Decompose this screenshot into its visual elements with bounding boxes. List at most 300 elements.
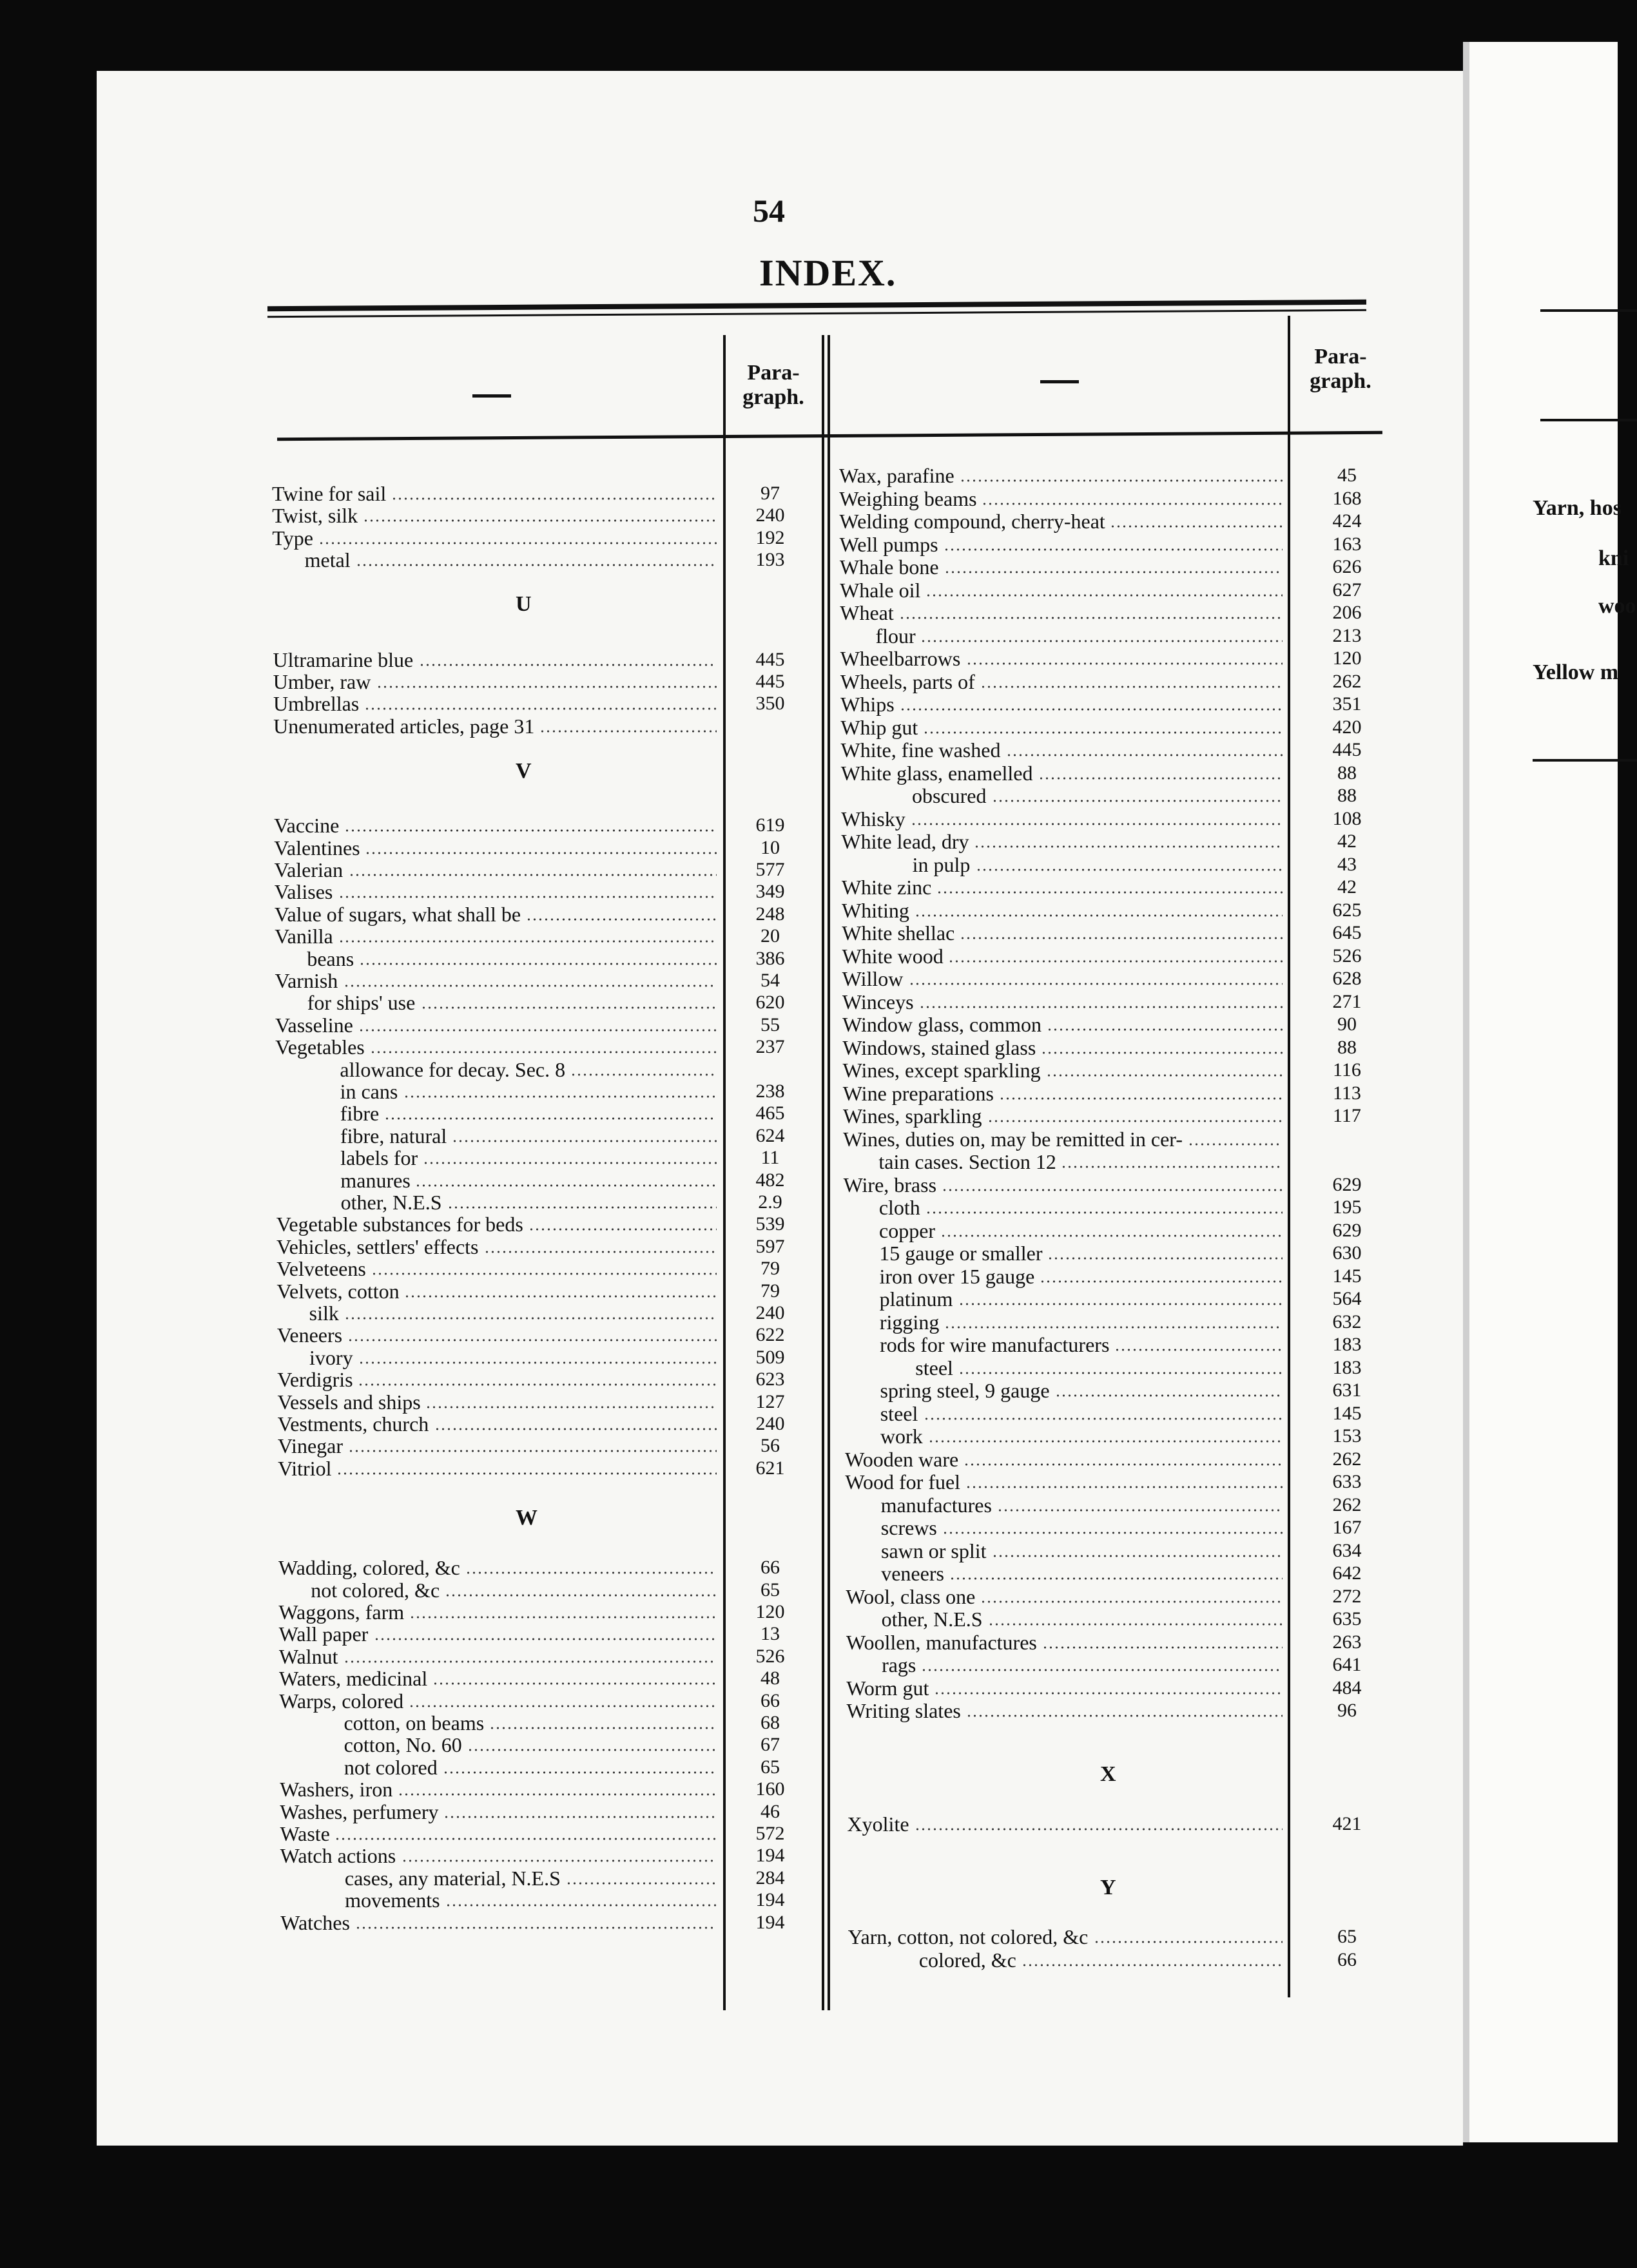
paragraph-number: 350 — [755, 693, 785, 715]
leader-dots — [358, 1361, 717, 1364]
entry-label: fibre, natural — [340, 1124, 447, 1148]
index-entry — [840, 738, 1362, 762]
paragraph-number: 619 — [755, 814, 785, 836]
left-header-dash — [472, 394, 511, 398]
leader-dots — [443, 1816, 717, 1818]
entry-label: Varnish — [275, 969, 338, 992]
index-entry — [276, 1168, 785, 1192]
entry-label: iron over 15 gauge — [879, 1264, 1035, 1288]
index-entry — [842, 1081, 1361, 1105]
entry-label: Yarn, cotton, not colored, &c — [848, 1925, 1089, 1948]
index-entry — [280, 1866, 785, 1890]
paragraph-number: 629 — [1332, 1173, 1362, 1195]
entry-label: White lead, dry — [841, 830, 969, 853]
index-entry — [846, 1699, 1357, 1722]
paragraph-number: 386 — [755, 947, 785, 969]
index-entry — [275, 925, 780, 948]
index-entry — [277, 1390, 785, 1414]
leader-dots — [365, 852, 717, 854]
leader-dots — [921, 1669, 1283, 1671]
index-entry — [842, 1013, 1357, 1036]
leader-dots — [1022, 1964, 1283, 1966]
leader-dots — [1188, 1143, 1283, 1146]
entry-label: Wooden ware — [845, 1447, 959, 1471]
leader-dots — [899, 617, 1283, 619]
index-entry — [841, 830, 1357, 853]
index-entry — [844, 1356, 1362, 1379]
paragraph-number: 572 — [755, 1823, 785, 1844]
paragraph-number: 213 — [1332, 624, 1362, 646]
paragraph-number: 153 — [1332, 1425, 1362, 1446]
index-entry — [276, 1191, 782, 1214]
leader-dots — [942, 1189, 1283, 1191]
leader-dots — [526, 918, 717, 921]
leader-dots — [1038, 777, 1283, 780]
index-entry — [276, 1323, 785, 1347]
leader-dots — [409, 1616, 717, 1619]
leader-dots — [344, 1317, 717, 1320]
entry-label: Vitriol — [278, 1456, 332, 1480]
leader-dots — [445, 1904, 717, 1907]
paragraph-number: 48 — [760, 1667, 780, 1689]
entry-label: Wadding, colored, &c — [278, 1556, 460, 1580]
entry-label: 15 gauge or smaller — [879, 1242, 1043, 1265]
leader-dots — [445, 1594, 717, 1597]
paragraph-number: 634 — [1332, 1539, 1362, 1561]
entry-label: Vaccine — [274, 814, 340, 838]
paragraph-number: 625 — [1332, 899, 1362, 921]
index-entry — [275, 1058, 738, 1081]
index-entry — [278, 1456, 785, 1480]
page-title: INDEX. — [759, 252, 897, 294]
entry-label: Weighing beams — [839, 486, 977, 510]
leader-dots — [909, 983, 1283, 985]
index-entry — [844, 1310, 1362, 1334]
leader-dots — [999, 1097, 1283, 1100]
index-entry — [848, 1948, 1357, 1972]
index-entry — [840, 601, 1362, 624]
paragraph-number: 526 — [755, 1645, 785, 1667]
leader-dots — [958, 1303, 1283, 1305]
paragraph-number: 45 — [1337, 465, 1357, 486]
entry-label: not colored, &c — [311, 1578, 440, 1602]
index-entry — [273, 715, 736, 738]
entry-label: Windows, stained glass — [842, 1035, 1036, 1059]
entry-label: Umber, raw — [273, 670, 371, 693]
entry-label: for ships' use — [307, 991, 416, 1015]
index-entry — [847, 1812, 1362, 1836]
paragraph-number: 65 — [760, 1756, 780, 1778]
right-paragraph-header: Para- graph. — [1310, 345, 1371, 393]
leader-dots — [936, 891, 1283, 894]
entry-label: other, N.E.S — [881, 1608, 983, 1631]
leader-dots — [988, 1623, 1283, 1626]
paragraph-number: 42 — [1337, 876, 1357, 898]
leader-dots — [349, 874, 717, 876]
leader-dots — [348, 1450, 717, 1452]
index-entry — [842, 852, 1357, 876]
index-entry — [839, 555, 1362, 579]
entry-label: cotton, on beams — [344, 1711, 485, 1735]
entry-label: Wines, duties on, may be remitted in cer- — [843, 1127, 1183, 1151]
index-entry — [846, 1562, 1362, 1585]
index-entry — [276, 1102, 785, 1126]
entry-label: platinum — [879, 1287, 953, 1311]
leader-dots — [356, 564, 717, 566]
leader-dots — [982, 503, 1283, 505]
index-entry — [272, 504, 785, 528]
paragraph-number: 445 — [1332, 739, 1362, 760]
entry-label: White glass, enamelled — [840, 761, 1033, 785]
index-entry — [274, 814, 785, 838]
entry-label: allowance for decay. Sec. 8 — [340, 1057, 566, 1081]
index-entry — [840, 693, 1362, 716]
entry-label: in pulp — [912, 852, 971, 876]
leader-dots — [900, 708, 1283, 711]
paragraph-number: 421 — [1332, 1812, 1362, 1834]
right-page-fragment-yellow: Yellow m — [1533, 660, 1619, 684]
paragraph-number: 108 — [1332, 807, 1362, 829]
index-entry — [846, 1584, 1362, 1608]
leader-dots — [1094, 1941, 1283, 1943]
index-entry — [843, 1150, 1315, 1173]
entry-label: movements — [345, 1888, 440, 1912]
paragraph-number: 240 — [755, 1413, 785, 1434]
index-entry — [843, 1173, 1362, 1196]
leader-dots — [344, 985, 717, 987]
entry-label: Vasseline — [275, 1013, 353, 1037]
leader-dots — [976, 869, 1283, 871]
entry-label: Umbrellas — [273, 692, 360, 716]
index-entry — [280, 1778, 785, 1802]
index-entry — [842, 967, 1362, 990]
leader-dots — [934, 1692, 1283, 1695]
index-entry — [842, 898, 1362, 922]
paragraph-number: 54 — [760, 970, 780, 991]
paragraph-number: 66 — [760, 1689, 780, 1711]
paragraph-number: 633 — [1332, 1471, 1362, 1492]
paragraph-number: 43 — [1337, 853, 1357, 875]
entry-label: Value of sugars, what shall be — [274, 902, 521, 926]
paragraph-number: 10 — [760, 836, 780, 858]
entry-label: Ultramarine blue — [273, 648, 414, 671]
leader-dots — [942, 1532, 1283, 1534]
leader-dots — [966, 662, 1283, 665]
paragraph-number: 194 — [755, 1889, 785, 1911]
paragraph-number: 420 — [1332, 716, 1362, 738]
paragraph-number: 623 — [755, 1369, 785, 1390]
index-entry — [279, 1689, 780, 1713]
paragraph-number: 539 — [755, 1213, 785, 1235]
paragraph-number: 145 — [1332, 1402, 1362, 1424]
index-entry — [845, 1447, 1362, 1471]
leader-dots — [539, 730, 717, 733]
index-entry — [275, 969, 780, 992]
paragraph-number: 120 — [1332, 648, 1362, 669]
paragraph-number: 240 — [755, 505, 785, 526]
entry-label: Watches — [280, 1910, 350, 1934]
leader-dots — [364, 707, 717, 710]
entry-label: Wax, parafine — [839, 464, 954, 487]
leader-dots — [423, 1162, 717, 1164]
paragraph-number: 632 — [1332, 1311, 1362, 1332]
leader-dots — [915, 914, 1283, 917]
right-page-fragment-yarn: Yarn, hos — [1533, 496, 1622, 520]
entry-label: cotton, No. 60 — [344, 1733, 462, 1757]
entry-label: screws — [880, 1516, 937, 1539]
index-entry — [278, 1578, 780, 1602]
leader-dots — [402, 1860, 717, 1862]
entry-label: Waggons, farm — [278, 1600, 405, 1624]
leader-dots — [1042, 1646, 1283, 1649]
entry-label: Whale bone — [839, 555, 939, 579]
entry-label: Wall paper — [278, 1622, 369, 1646]
paragraph-number: 65 — [760, 1579, 780, 1600]
index-entry — [273, 548, 785, 572]
entry-label: Whiting — [842, 898, 909, 922]
section-letter-y: Y — [1100, 1876, 1116, 1900]
entry-label: not colored — [344, 1755, 438, 1779]
paragraph-number: 66 — [760, 1557, 780, 1579]
index-entry — [280, 1733, 780, 1757]
entry-label: Valises — [274, 880, 333, 904]
leader-dots — [447, 1206, 717, 1209]
index-entry — [274, 858, 785, 881]
leader-dots — [358, 1383, 717, 1386]
paragraph-number: 56 — [760, 1435, 780, 1457]
index-entry — [846, 1653, 1362, 1677]
paragraph-number: 97 — [760, 483, 780, 504]
entry-label: White shellac — [842, 921, 955, 945]
left-paragraph-header: Para- graph. — [742, 361, 804, 409]
leader-dots — [425, 1406, 717, 1408]
index-entry — [840, 761, 1357, 785]
entry-label: Valerian — [274, 858, 344, 881]
leader-dots — [919, 1006, 1283, 1008]
entry-label: Waste — [280, 1822, 330, 1845]
leader-dots — [338, 896, 717, 898]
paragraph-number: 526 — [1332, 945, 1362, 966]
entry-label: sawn or split — [881, 1539, 987, 1562]
paragraph-number: 621 — [755, 1457, 785, 1479]
leader-dots — [528, 1228, 717, 1231]
entry-label: spring steel, 9 gauge — [880, 1379, 1050, 1402]
section-letter-w: W — [516, 1505, 538, 1530]
index-entry — [277, 1368, 785, 1392]
index-entry — [844, 1218, 1362, 1242]
leader-dots — [434, 1428, 717, 1430]
leader-dots — [1047, 1028, 1283, 1031]
entry-label: Xyolite — [847, 1812, 909, 1836]
entry-label: cloth — [878, 1196, 920, 1219]
paragraph-number: 445 — [755, 671, 785, 692]
paragraph-number: 641 — [1332, 1654, 1362, 1675]
paragraph-number: 484 — [1332, 1677, 1362, 1698]
paragraph-number: 90 — [1337, 1014, 1357, 1035]
index-entry — [274, 902, 785, 926]
index-entry — [842, 1059, 1361, 1082]
leader-dots — [376, 686, 717, 688]
entry-label: steel — [880, 1401, 918, 1425]
index-entry — [842, 921, 1362, 945]
index-entry — [280, 1888, 785, 1912]
leader-dots — [318, 542, 717, 544]
entry-label: Whisky — [841, 807, 906, 831]
entry-label: Whale oil — [840, 578, 921, 602]
entry-label: Vehicles, settlers' effects — [276, 1235, 479, 1258]
entry-label: obscured — [911, 784, 987, 807]
paragraph-number: 117 — [1333, 1105, 1361, 1126]
leader-dots — [980, 1600, 1283, 1603]
paragraph-number: 626 — [1332, 556, 1362, 577]
paragraph-number: 65 — [1337, 1926, 1357, 1947]
entry-label: rigging — [879, 1310, 940, 1334]
leader-dots — [355, 1927, 717, 1929]
leader-dots — [1061, 1166, 1283, 1168]
entry-label: Waters, medicinal — [279, 1667, 428, 1691]
right-page-fragment-woo: woo — [1598, 594, 1636, 618]
index-entry — [845, 1470, 1362, 1494]
leader-dots — [966, 1715, 1283, 1717]
paragraph-number: 624 — [755, 1124, 785, 1146]
leader-dots — [432, 1682, 717, 1685]
paragraph-number: 113 — [1333, 1082, 1361, 1104]
entry-label: Worm gut — [846, 1676, 929, 1700]
paragraph-number: 20 — [760, 925, 780, 947]
index-entry — [277, 1434, 780, 1458]
entry-label: Willow — [842, 967, 904, 990]
paragraph-number: 622 — [755, 1324, 785, 1346]
index-entry — [275, 991, 785, 1015]
leader-dots — [992, 1555, 1283, 1557]
index-entry — [272, 526, 785, 550]
paragraph-number: 248 — [755, 903, 785, 925]
entry-label: Welding compound, cherry-heat — [839, 510, 1105, 533]
paragraph-number: 628 — [1332, 968, 1362, 989]
entry-label: metal — [304, 548, 351, 572]
paragraph-number: 284 — [755, 1867, 785, 1888]
entry-label: Winceys — [842, 990, 914, 1014]
paragraph-number: 635 — [1332, 1608, 1362, 1629]
index-entry — [844, 1264, 1362, 1288]
paragraph-number: 237 — [755, 1036, 785, 1058]
index-entry — [839, 464, 1357, 487]
page-number: 54 — [753, 193, 785, 229]
entry-label: Wheelbarrows — [840, 647, 961, 670]
index-entry — [846, 1516, 1362, 1539]
leader-dots — [960, 937, 1283, 939]
leader-dots — [911, 823, 1283, 825]
index-entry — [846, 1493, 1362, 1517]
index-entry — [278, 1600, 785, 1624]
entry-label: Well pumps — [839, 532, 938, 556]
paragraph-number: 263 — [1332, 1631, 1362, 1653]
section-letter-x: X — [1100, 1762, 1116, 1786]
paragraph-number: 465 — [755, 1102, 785, 1124]
paragraph-number: 262 — [1332, 1494, 1362, 1515]
index-entry — [844, 1242, 1362, 1265]
index-entry — [846, 1630, 1362, 1654]
leader-dots — [443, 1771, 717, 1774]
leader-dots — [964, 1463, 1283, 1466]
leader-dots — [958, 1372, 1283, 1374]
entry-label: silk — [309, 1302, 339, 1325]
index-entry — [846, 1608, 1362, 1631]
leader-dots — [334, 1838, 717, 1840]
index-entry — [842, 1104, 1361, 1128]
leader-dots — [371, 1273, 717, 1275]
paragraph-number: 42 — [1337, 831, 1357, 852]
index-entry — [842, 990, 1362, 1014]
paragraph-number: 11 — [760, 1147, 780, 1169]
entry-label: beans — [307, 947, 354, 970]
paragraph-number: 88 — [1337, 1036, 1357, 1058]
entry-label: Whip gut — [840, 715, 918, 739]
entry-label: Wine preparations — [842, 1081, 994, 1105]
entry-label: Wood for fuel — [845, 1470, 961, 1494]
paragraph-number: 620 — [755, 992, 785, 1014]
paragraph-number: 627 — [1332, 579, 1362, 601]
section-letter-v: V — [516, 758, 532, 783]
index-entry — [278, 1622, 780, 1646]
left-para-rule-c — [828, 335, 830, 2010]
leader-dots — [925, 594, 1283, 597]
leader-dots — [944, 571, 1283, 573]
index-entry — [274, 836, 780, 860]
paragraph-number: 240 — [755, 1302, 785, 1323]
entry-label: Writing slates — [846, 1699, 961, 1722]
index-entry — [846, 1676, 1362, 1700]
paragraph-number: 349 — [755, 881, 785, 903]
paragraph-number: 88 — [1337, 785, 1357, 806]
leader-dots — [347, 1339, 717, 1341]
index-entry — [280, 1844, 785, 1868]
leader-dots — [940, 1235, 1283, 1237]
leader-dots — [566, 1882, 717, 1885]
entry-label: Velveteens — [276, 1257, 366, 1281]
entry-label: Vegetable substances for beds — [276, 1213, 523, 1236]
paragraph-number: 645 — [1332, 922, 1362, 943]
entry-label: Window glass, common — [842, 1013, 1042, 1036]
leader-dots — [398, 1793, 717, 1796]
paragraph-number: 424 — [1332, 510, 1362, 532]
entry-label: Warps, colored — [279, 1689, 404, 1713]
entry-label: Whips — [840, 693, 895, 716]
paragraph-number: 55 — [760, 1014, 780, 1035]
entry-label: Vegetables — [275, 1035, 365, 1059]
entry-label: labels for — [340, 1146, 418, 1170]
paragraph-number: 629 — [1332, 1219, 1362, 1241]
entry-label: colored, &c — [918, 1948, 1016, 1972]
index-entry — [275, 947, 785, 970]
paragraph-number: 183 — [1332, 1334, 1362, 1355]
index-entry — [277, 1302, 785, 1325]
leader-dots — [928, 1440, 1283, 1443]
entry-label: Twine for sail — [272, 482, 387, 505]
index-entry — [280, 1822, 785, 1845]
leader-dots — [489, 1727, 717, 1729]
index-entry — [276, 1279, 780, 1303]
leader-dots — [1114, 1349, 1283, 1351]
entry-label: Watch actions — [280, 1844, 396, 1868]
paragraph-number: 194 — [755, 1845, 785, 1867]
index-entry — [273, 648, 785, 671]
entry-label: tain cases. Section 12 — [878, 1150, 1056, 1173]
leader-dots — [944, 1326, 1283, 1329]
index-entry — [844, 1196, 1362, 1219]
right-page-top-rule — [1540, 309, 1637, 312]
leader-dots — [1047, 1257, 1283, 1260]
